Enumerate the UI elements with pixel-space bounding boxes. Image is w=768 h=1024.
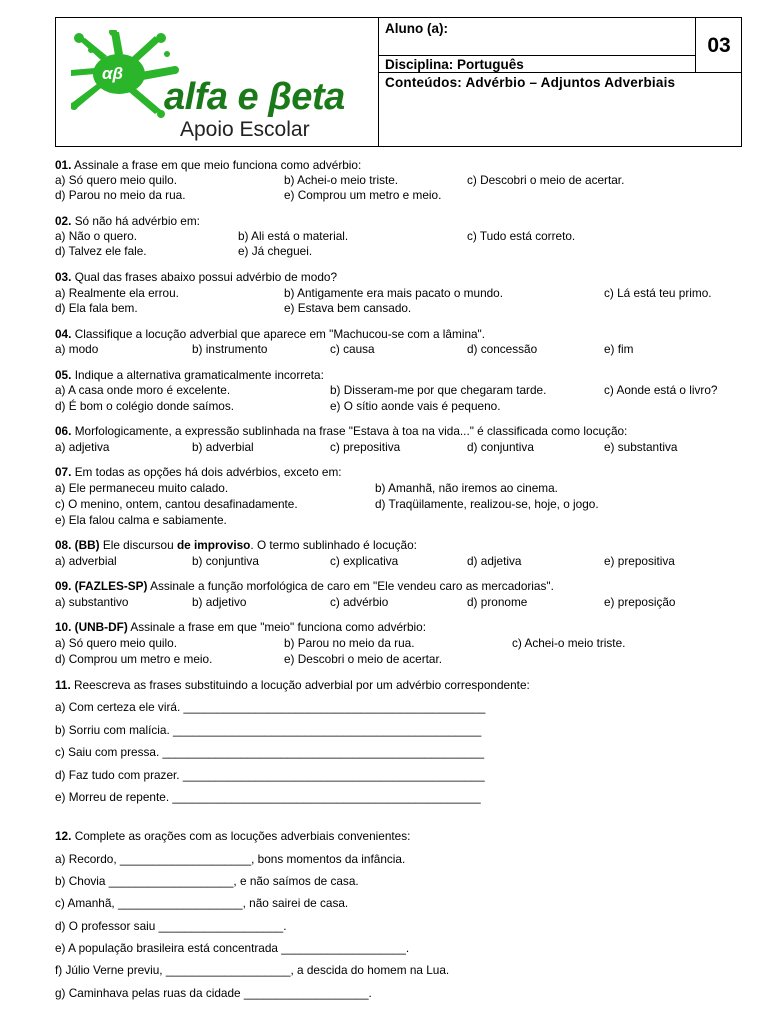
logo-name: alfa e βeta [164,76,345,118]
complete-line-f[interactable]: f) Júlio Verne previu, ___________________, a descida do homem na Lua. [55,963,450,977]
question-stem: Classifique a locução adverbial que aparece em "Machucou-se com a lâmina". [74,327,486,341]
option-d: d) pronome [467,595,528,609]
option-a: a) substantivo [55,595,129,609]
option-e: e) fim [604,342,634,356]
option-e: e) Ela falou calma e sabiamente. [55,513,227,527]
question-stem: Indique a alternativa gramaticalmente incorreta: [74,368,324,382]
option-c: c) Descobri o meio de acertar. [467,173,625,187]
logo-alpha-beta: αβ [102,64,124,83]
option-c: c) O menino, ontem, cantou desafinadamente. [55,497,298,511]
question-stem: Ele discursou [102,538,174,552]
question-03 [55,270,337,286]
option-b: b) Parou no meio da rua. [284,636,415,650]
complete-line-e[interactable]: e) A população brasileira está concentrada ___________________. [55,941,410,955]
question-number: 05. [55,368,72,382]
option-a: a) Ele permaneceu muito calado. [55,481,229,495]
option-a: a) adjetiva [55,440,110,454]
disciplina-label: Disciplina: Português [379,56,696,73]
question-number: 09. (FAZLES-SP) [55,579,148,593]
question-stem-end: . O termo sublinhado é locução: [250,538,417,552]
option-b: b) conjuntiva [192,554,259,568]
option-e: e) Estava bem cansado. [284,301,412,315]
option-b: b) Amanhã, não iremos ao cinema. [375,481,558,495]
question-stem: Reescreva as frases substituindo a locução adverbial por um advérbio correspondente: [74,678,530,692]
option-e: e) substantiva [604,440,678,454]
conteudos-label: Conteúdos: Advérbio – Adjuntos Adverbiais [385,75,676,90]
question-stem: Qual das frases abaixo possui advérbio de modo? [74,270,338,284]
question-number: 07. [55,465,72,479]
option-b: b) Achei-o meio triste. [284,173,399,187]
question-stem: Assinale a frase em que "meio" funciona como advérbio: [130,620,426,634]
question-09 [55,579,554,595]
logo-subtitle: Apoio Escolar [180,118,310,141]
option-b: b) Disseram-me por que chegaram tarde. [330,383,547,397]
question-number: 11. [55,678,71,692]
worksheet-number: 03 [696,18,742,73]
complete-line-g[interactable]: g) Caminhava pelas ruas da cidade ___________________. [55,986,372,1000]
question-02 [55,214,200,230]
question-number: 04. [55,327,72,341]
rewrite-line-d[interactable]: d) Faz tudo com prazer. ______________________________________________ [55,768,485,782]
option-a: a) Só quero meio quilo. [55,173,177,187]
option-a: a) Não o quero. [55,229,137,243]
option-d: d) Comprou um metro e meio. [55,652,213,666]
option-e: e) prepositiva [604,554,675,568]
rewrite-line-c[interactable]: c) Saiu com pressa. _________________________________________________ [55,745,485,759]
option-b: b) adjetivo [192,595,247,609]
option-c: c) advérbio [330,595,389,609]
question-number: 12. [55,829,72,843]
student-info [379,18,741,146]
option-a: a) adverbial [55,554,117,568]
complete-line-c[interactable]: c) Amanhã, ___________________, não sairei de casa. [55,896,349,910]
option-e: e) Descobri o meio de acertar. [284,652,443,666]
question-10 [55,620,426,636]
option-c: c) explicativa [330,554,399,568]
complete-line-d[interactable]: d) O professor saiu ___________________. [55,919,287,933]
question-number: 10. (UNB-DF) [55,620,128,634]
question-01 [55,158,361,174]
question-stem-bold: de improviso [176,538,251,552]
option-a: a) Realmente ela errou. [55,286,179,300]
option-e: e) O sítio aonde vais é pequeno. [330,399,501,413]
question-number: 08. (BB) [55,538,100,552]
question-stem: Complete as orações com as locuções adverbiais convenientes: [74,829,411,843]
question-07 [55,465,342,481]
logo-area [56,18,379,146]
option-d: d) Ela fala bem. [55,301,138,315]
question-06 [55,424,627,440]
rewrite-line-e[interactable]: e) Morreu de repente. _______________________________________________ [55,790,481,804]
option-b: b) Ali está o material. [238,229,349,243]
option-c: c) prepositiva [330,440,401,454]
option-b: b) Antigamente era mais pacato o mundo. [284,286,504,300]
complete-line-b[interactable]: b) Chovia ___________________, e não saímos de casa. [55,874,359,888]
option-d: d) adjetiva [467,554,522,568]
option-a: a) A casa onde moro é excelente. [55,383,231,397]
rewrite-line-b[interactable]: b) Sorriu com malícia. _______________________________________________ [55,723,482,737]
question-stem: Só não há advérbio em: [74,214,200,228]
option-d: d) conjuntiva [467,440,534,454]
worksheet-header [55,17,742,147]
question-stem: Em todas as opções há dois advérbios, exceto em: [74,465,342,479]
option-c: c) Lá está teu primo. [604,286,712,300]
option-d: d) concessão [467,342,538,356]
question-stem: Assinale a função morfológica de caro em "Ele vendeu caro as mercadorias". [150,579,554,593]
option-c: c) causa [330,342,375,356]
question-05 [55,368,324,384]
option-e: e) preposição [604,595,676,609]
question-12 [55,829,410,845]
option-e: e) Comprou um metro e meio. [284,188,442,202]
question-number: 01. [55,158,72,172]
option-a: a) modo [55,342,99,356]
option-b: b) adverbial [192,440,254,454]
option-d: d) Parou no meio da rua. [55,188,186,202]
question-number: 06. [55,424,72,438]
question-11 [55,678,530,694]
option-c: c) Aonde está o livro? [604,383,718,397]
question-number: 03. [55,270,72,284]
question-stem: Assinale a frase em que meio funciona como advérbio: [74,158,362,172]
option-b: b) instrumento [192,342,268,356]
rewrite-line-a[interactable]: a) Com certeza ele virá. ______________________________________________ [55,700,486,714]
option-d: d) Talvez ele fale. [55,244,147,258]
question-08 [55,538,417,554]
option-c: c) Achei-o meio triste. [512,636,626,650]
question-stem: Morfologicamente, a expressão sublinhada na frase "Estava à toa na vida..." é classificada como locução: [74,424,628,438]
option-d: d) Traqüilamente, realizou-se, hoje, o jogo. [375,497,599,511]
option-c: c) Tudo está correto. [467,229,576,243]
option-d: d) É bom o colégio donde saímos. [55,399,235,413]
question-number: 02. [55,214,72,228]
complete-line-a[interactable]: a) Recordo, ____________________, bons momentos da infância. [55,852,406,866]
option-a: a) Só quero meio quilo. [55,636,177,650]
option-e: e) Já cheguei. [238,244,313,258]
aluno-field[interactable]: Aluno (a): [379,18,696,56]
question-04 [55,327,485,343]
